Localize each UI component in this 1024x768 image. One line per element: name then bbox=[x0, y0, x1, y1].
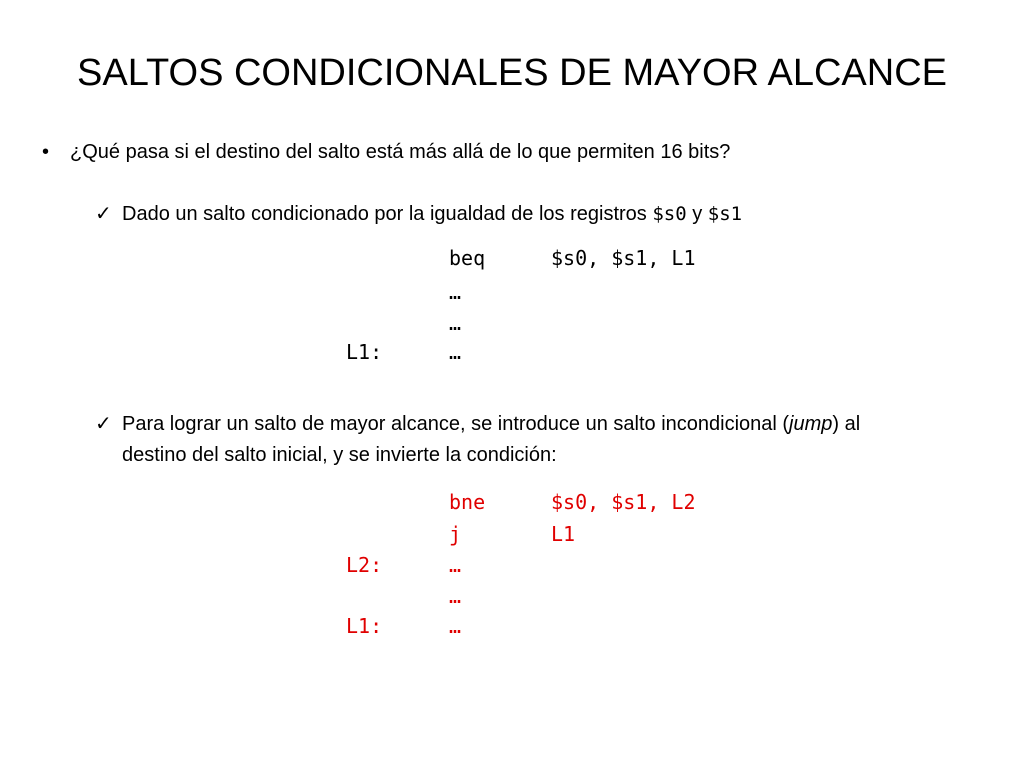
code-op: … bbox=[449, 584, 462, 608]
register-s0: $s0 bbox=[652, 203, 687, 225]
code-label: L1: bbox=[346, 340, 383, 364]
checkmark-icon: ✓ bbox=[95, 413, 112, 435]
code-args: L1 bbox=[551, 522, 576, 546]
code-op: … bbox=[449, 280, 462, 304]
code-op: … bbox=[449, 614, 462, 638]
code-op: bne bbox=[449, 490, 486, 514]
check-item-2-body-a: Para lograr un salto de mayor alcance, se introduce un salto incondicional ( bbox=[122, 413, 790, 435]
checkmark-icon: ✓ bbox=[95, 203, 112, 225]
bullet-text: ¿Qué pasa si el destino del salto está más allá de lo que permiten 16 bits? bbox=[70, 141, 731, 163]
check-item-2-text bbox=[122, 409, 912, 471]
code-args: $s0, $s1, L1 bbox=[551, 246, 696, 270]
jump-italic: jump bbox=[789, 413, 833, 435]
check-item-1-text bbox=[122, 199, 912, 230]
code-op: j bbox=[449, 522, 462, 546]
code-op: beq bbox=[449, 246, 486, 270]
bullet-item bbox=[42, 139, 730, 165]
check-item-1-body: Dado un salto condicionado por la igualdad de los registros bbox=[122, 203, 653, 225]
bullet-icon: • bbox=[42, 141, 50, 163]
code-label: L2: bbox=[346, 553, 383, 577]
code-op: … bbox=[449, 311, 462, 335]
code-args: $s0, $s1, L2 bbox=[551, 490, 696, 514]
slide-title: SALTOS CONDICIONALES DE MAYOR ALCANCE bbox=[77, 52, 947, 94]
register-s1: $s1 bbox=[707, 203, 743, 225]
code-op: … bbox=[449, 340, 462, 364]
connector-text: y bbox=[686, 203, 708, 225]
code-label: L1: bbox=[346, 614, 383, 638]
code-op: … bbox=[449, 553, 462, 577]
check-item-2-body-b: ) al destino del salto inicial, y se invierte la condición: bbox=[122, 413, 861, 466]
